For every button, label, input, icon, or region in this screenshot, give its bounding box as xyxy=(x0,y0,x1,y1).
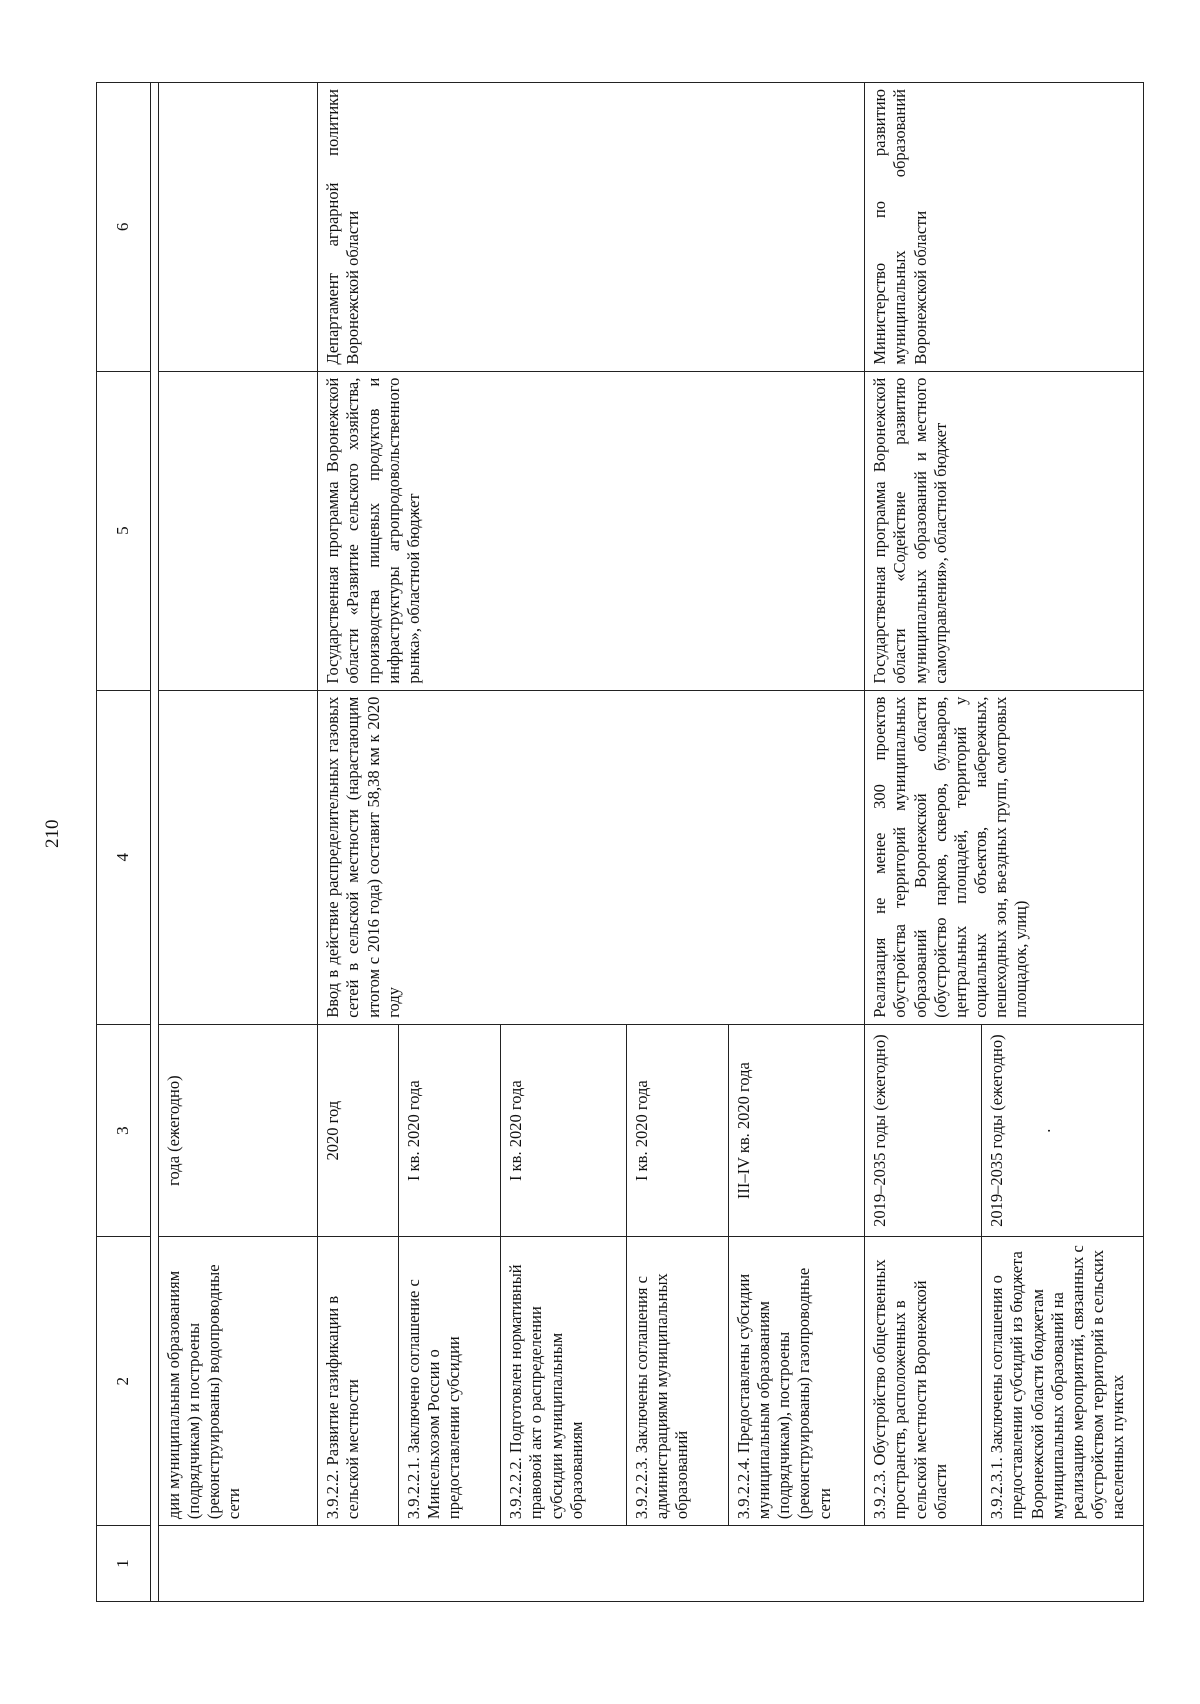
activity-cell: 3.9.2.2.2. Подготовлен нормативный правовой акт о распределении субсидии муниципальным образованиям xyxy=(501,1237,627,1526)
column-number: 4 xyxy=(97,690,151,1024)
responsible-cell xyxy=(158,83,318,372)
column-number: 3 xyxy=(97,1024,151,1237)
table-row xyxy=(865,83,982,1602)
activity-cell: 3.9.2.2.3. Заключены соглашения с администрациями муниципальных образований xyxy=(626,1237,728,1526)
responsible-cell: Департамент аграрной политики Воронежской области xyxy=(318,83,865,372)
stray-mark: . xyxy=(1035,1128,1055,1133)
result-cell xyxy=(158,690,318,1024)
activity-cell: 3.9.2.3. Обустройство общественных пространств, расположенных в сельской местности Воронежской области xyxy=(865,1237,982,1526)
table-row xyxy=(158,83,318,1602)
table-row xyxy=(318,83,399,1602)
program-cell xyxy=(158,371,318,690)
program-cell: Государственная программа Воронежской области «Содействие развитию муниципальных образований и местного самоуправления», областной бюджет xyxy=(865,371,1144,690)
program-cell: Государственная программа Воронежской области «Развитие сельского хозяйства, производства пищевых продуктов и инфраструктуры агропродовольственного рынка», областной бюджет xyxy=(318,371,865,690)
deadline-cell: I кв. 2020 года xyxy=(626,1024,728,1237)
activity-table xyxy=(96,82,1144,1602)
column-number: 2 xyxy=(97,1237,151,1526)
column-number: 5 xyxy=(97,371,151,690)
deadline-cell: 2020 год xyxy=(318,1024,399,1237)
activity-cell: 3.9.2.2. Развитие газификации в сельской местности xyxy=(318,1237,399,1526)
responsible-cell: Министерство по развитию муниципальных образований Воронежской области xyxy=(865,83,1144,372)
table-separator xyxy=(151,83,158,1602)
result-cell: Ввод в действие распределительных газовых сетей в сельской местности (нарастающим итогом с 2016 года) составит 58,38 км к 2020 году xyxy=(318,690,865,1024)
page-number: 210 xyxy=(42,819,63,848)
document-table-wrapper xyxy=(96,82,1144,1602)
column-1-cell xyxy=(158,1526,1143,1602)
activity-cell: 3.9.2.2.1. Заключено соглашение с Минсельхозом России о предоставлении субсидии xyxy=(399,1237,501,1526)
activity-cell: 3.9.2.2.4. Предоставлены субсидии муниципальным образованиям (подрядчикам), построены (реконструированы) газопроводные сети xyxy=(729,1237,865,1526)
deadline-cell: года (ежегодно) xyxy=(158,1024,318,1237)
deadline-cell: 2019–2035 годы (ежегодно) xyxy=(865,1024,982,1237)
deadline-cell: III–IV кв. 2020 года xyxy=(729,1024,865,1237)
result-cell: Реализация не менее 300 проектов обустройства территорий муниципальных образований Воронежской области (обустройство парков, скверов, бульваров, центральных площадей, территорий у социальных объектов, набережных, пешеходных зон, въездных групп, смотровых площадок, улиц) xyxy=(865,690,1144,1024)
activity-cell: дии муниципальным образованиям (подрядчикам) и построены (реконструированы) водопроводные сети xyxy=(158,1237,318,1526)
column-number: 1 xyxy=(97,1526,151,1602)
deadline-cell: I кв. 2020 года xyxy=(399,1024,501,1237)
activity-cell: 3.9.2.3.1. Заключены соглашения о предоставлении субсидий из бюджета Воронежской области бюджетам муниципальных образований на реализацию мероприятий, связанных с обустройством территорий в сельских населенных пунктах xyxy=(982,1237,1144,1526)
deadline-cell xyxy=(982,1024,1144,1237)
deadline-cell: I кв. 2020 года xyxy=(501,1024,627,1237)
column-number-row xyxy=(97,83,151,1602)
deadline-text: 2019–2035 годы (ежегодно) xyxy=(987,1034,1007,1227)
column-number: 6 xyxy=(97,83,151,372)
